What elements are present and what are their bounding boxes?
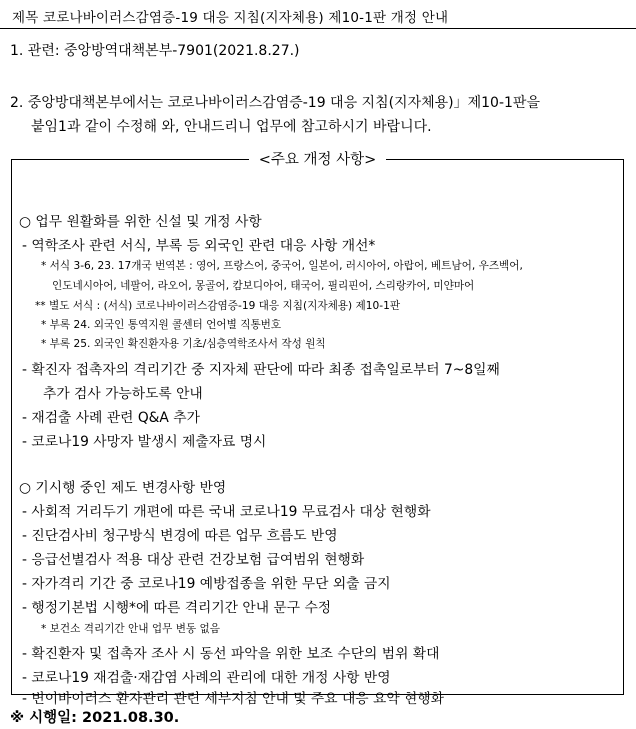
effective-date: ※ 시행일: 2021.08.30.	[10, 710, 180, 726]
section1-item-contact-test-cont: 추가 검사 가능하도록 안내	[43, 386, 203, 402]
section1-item-redetection-qa: - 재검출 사례 관련 Q&A 추가	[22, 410, 200, 426]
section2-item-billing: - 진단검사비 청구방식 변경에 따른 업무 흐름도 반영	[22, 528, 338, 544]
section2-item-variant: - 변이바이러스 환자관리 관련 세부지침 안내 및 주요 대응 요약 현행화	[22, 691, 445, 707]
section1-item-death-report: - 코로나19 사망자 발생시 제출자료 명시	[22, 434, 267, 450]
section2-note-health-center: * 보건소 격리기간 안내 업무 변동 없음	[41, 623, 221, 635]
section2-item-quarantine-outing: - 자가격리 기간 중 코로나19 예방접종을 위한 무단 외출 금지	[22, 576, 391, 592]
paragraph-notice-line2: 붙임1과 같이 수정해 와, 안내드리니 업무에 참고하시기 바랍니다.	[31, 119, 432, 135]
paragraph-related: 1. 관련: 중앙방역대책본부-7901(2021.8.27.)	[10, 43, 300, 59]
section2-item-admin-law: - 행정기본법 시행*에 따른 격리기간 안내 문구 수정	[22, 600, 332, 616]
document-header	[0, 0, 636, 29]
section1-heading: ○ 업무 원활화를 위한 신설 및 개정 사항	[19, 214, 262, 230]
section2-item-free-test: - 사회적 거리두기 개편에 따른 국내 코로나19 무료검사 대상 현행화	[22, 504, 431, 520]
section2-item-tracing: - 확진환자 및 접촉자 조사 시 동선 파악을 위한 보조 수단의 범위 확대	[22, 646, 440, 662]
section1-item-contact-test: - 확진자 접촉자의 격리기간 중 지자체 판단에 따라 최종 접촉일로부터 7~8일째	[22, 362, 500, 378]
section1-note-forms: * 서식 3-6, 23. 17개국 번역본 : 영어, 프랑스어, 중국어, 일본어, 러시아어, 아랍어, 베트남어, 우즈벡어,	[41, 260, 523, 272]
section1-note-appendix25: * 부록 25. 외국인 확진환자용 기초/심층역학조사서 작성 원칙	[41, 338, 326, 350]
section1-item-foreign: - 역학조사 관련 서식, 부록 등 외국인 관련 대응 사항 개선*	[22, 238, 376, 254]
section1-note-appendix24: * 부록 24. 외국인 통역지원 콜센터 언어별 직통번호	[41, 319, 282, 331]
paragraph-notice-line1: 2. 중앙방대책본부에서는 코로나바이러스감염증-19 대응 지침(지자체용)」제10-1판을	[10, 95, 540, 111]
section2-item-reinfection: - 코로나19 재검출·재감염 사례의 관리에 대한 개정 사항 반영	[22, 670, 391, 686]
revision-summary-box	[11, 152, 624, 707]
section1-note-forms-cont: 인도네시아어, 네팔어, 라오어, 몽골어, 캄보디아어, 태국어, 필리핀어, 스리랑카어, 미얀마어	[52, 280, 475, 292]
document-title: 제목 코로나바이러스감염증-19 대응 지침(지자체용) 제10-1판 개정 안내	[12, 10, 449, 26]
box-title: <주요 개정 사항>	[12, 148, 623, 169]
section2-item-emergency-screening: - 응급선별검사 적용 대상 관련 건강보험 급여범위 현행화	[22, 552, 365, 568]
section2-heading: ○ 기시행 중인 제도 변경사항 반영	[19, 480, 227, 496]
section1-note-separate-form: ** 별도 서식 : (서식) 코로나바이러스감염증-19 대응 지침(지자체용) 제10-1판	[35, 300, 401, 312]
